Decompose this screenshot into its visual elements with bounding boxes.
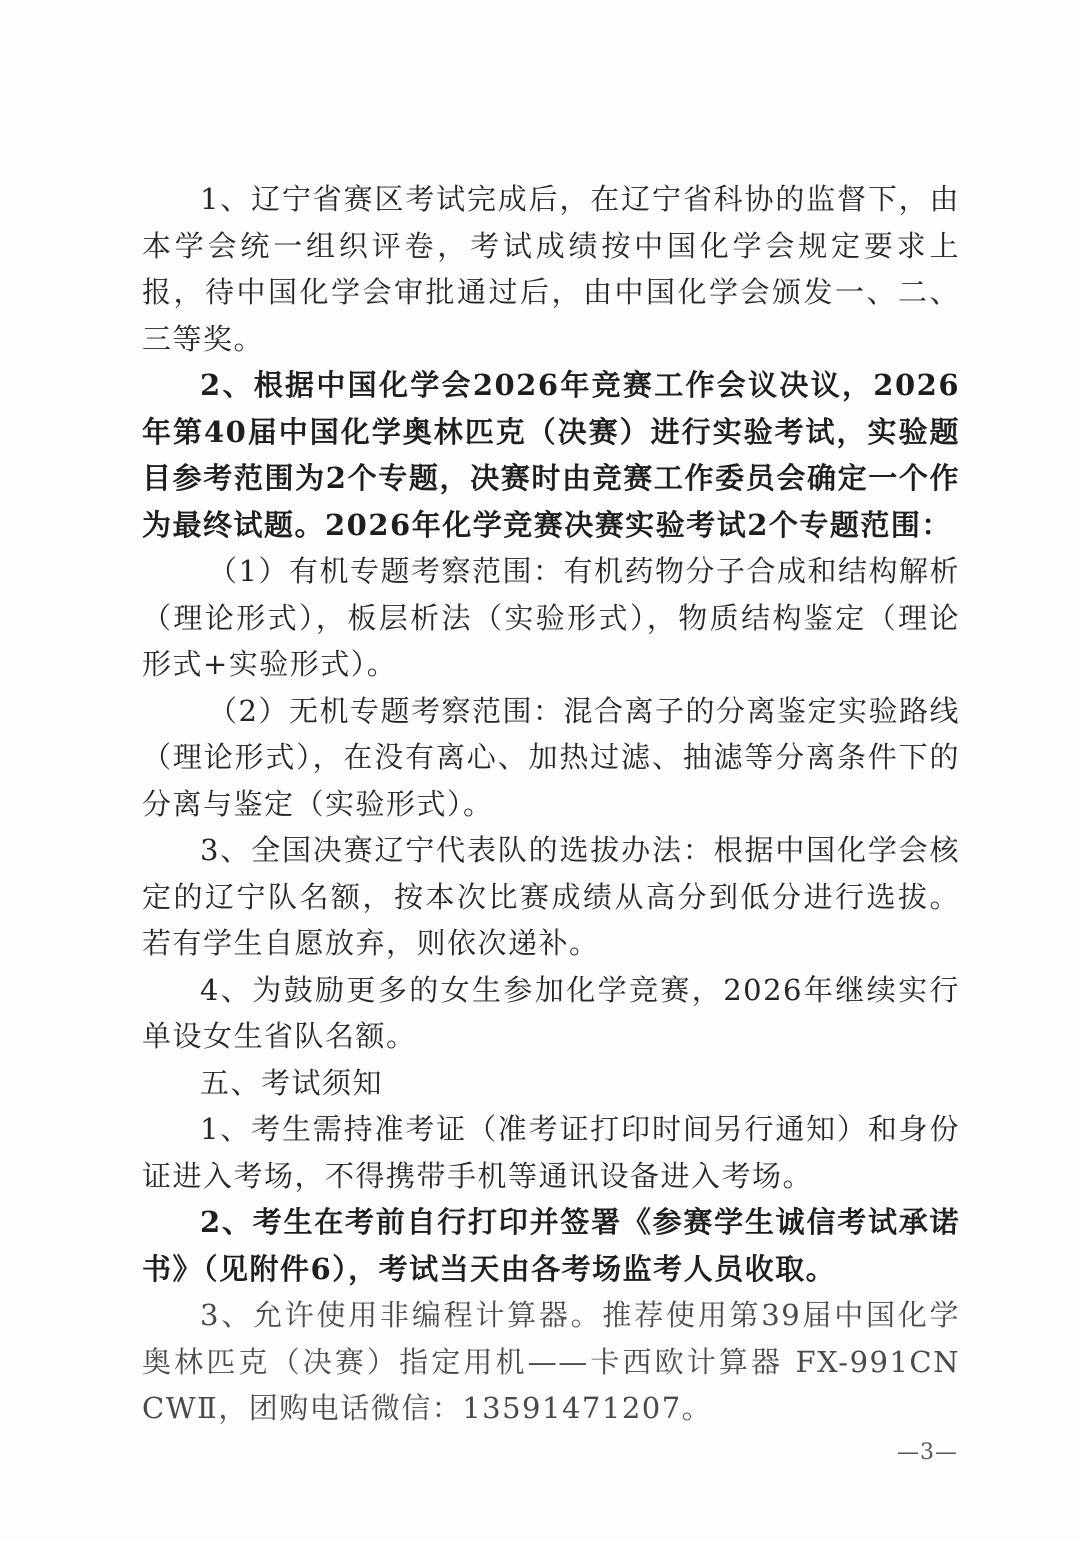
section-heading-exam-notice: 五、考试须知 <box>200 1065 384 1100</box>
paragraph-organic-topic-scope: （1）有机专题考察范围：有机药物分子合成和结构解析（理论形式），板层析法（实验形式），物质结构鉴定（理论形式+实验形式）。 <box>142 554 960 681</box>
paragraph-evaluation-awards: 1、辽宁省赛区考试完成后，在辽宁省科协的监督下，由本学会统一组织评卷，考试成绩按中国化学会规定要求上报，待中国化学会审批通过后，由中国化学会颁发一、二、三等奖。 <box>142 182 960 356</box>
paragraph-inorganic-topic-scope: （2）无机专题考察范围：混合离子的分离鉴定实验路线（理论形式），在没有离心、加热过滤、抽滤等分离条件下的分离与鉴定（实验形式）。 <box>142 693 960 821</box>
document-body <box>142 176 960 1432</box>
paragraph-female-quota: 4、为鼓励更多的女生参加化学竞赛，2026年继续实行单设女生省队名额。 <box>142 972 960 1053</box>
paragraph-integrity-pledge: 2、考生在考前自行打印并签署《参赛学生诚信考试承诺书》（见附件6），考试当天由各考场监考人员收取。 <box>142 1205 960 1286</box>
page-number: —3— <box>897 1440 958 1465</box>
paragraph-admission-ticket: 1、考生需持准考证（准考证打印时间另行通知）和身份证进入考场，不得携带手机等通讯设备进入考场。 <box>142 1112 960 1193</box>
paragraph-team-selection: 3、全国决赛辽宁代表队的选拔办法：根据中国化学会核定的辽宁队名额，按本次比赛成绩从高分到低分进行选拔。若有学生自愿放弃，则依次递补。 <box>142 833 960 960</box>
paragraph-calculator: 3、允许使用非编程计算器。推荐使用第39届中国化学奥林匹克（决赛）指定用机——卡西欧计算器 FX-991CN CWⅡ，团购电话微信：13591471207。 <box>142 1298 960 1425</box>
paragraph-final-experiment-exam: 2、根据中国化学会2026年竞赛工作会议决议，2026年第40届中国化学奥林匹克（决赛）进行实验考试，实验题目参考范围为2个专题，决赛时由竞赛工作委员会确定一个作为最终试题。2026年化学竞赛决赛实验考试2个专题范围： <box>142 368 960 542</box>
